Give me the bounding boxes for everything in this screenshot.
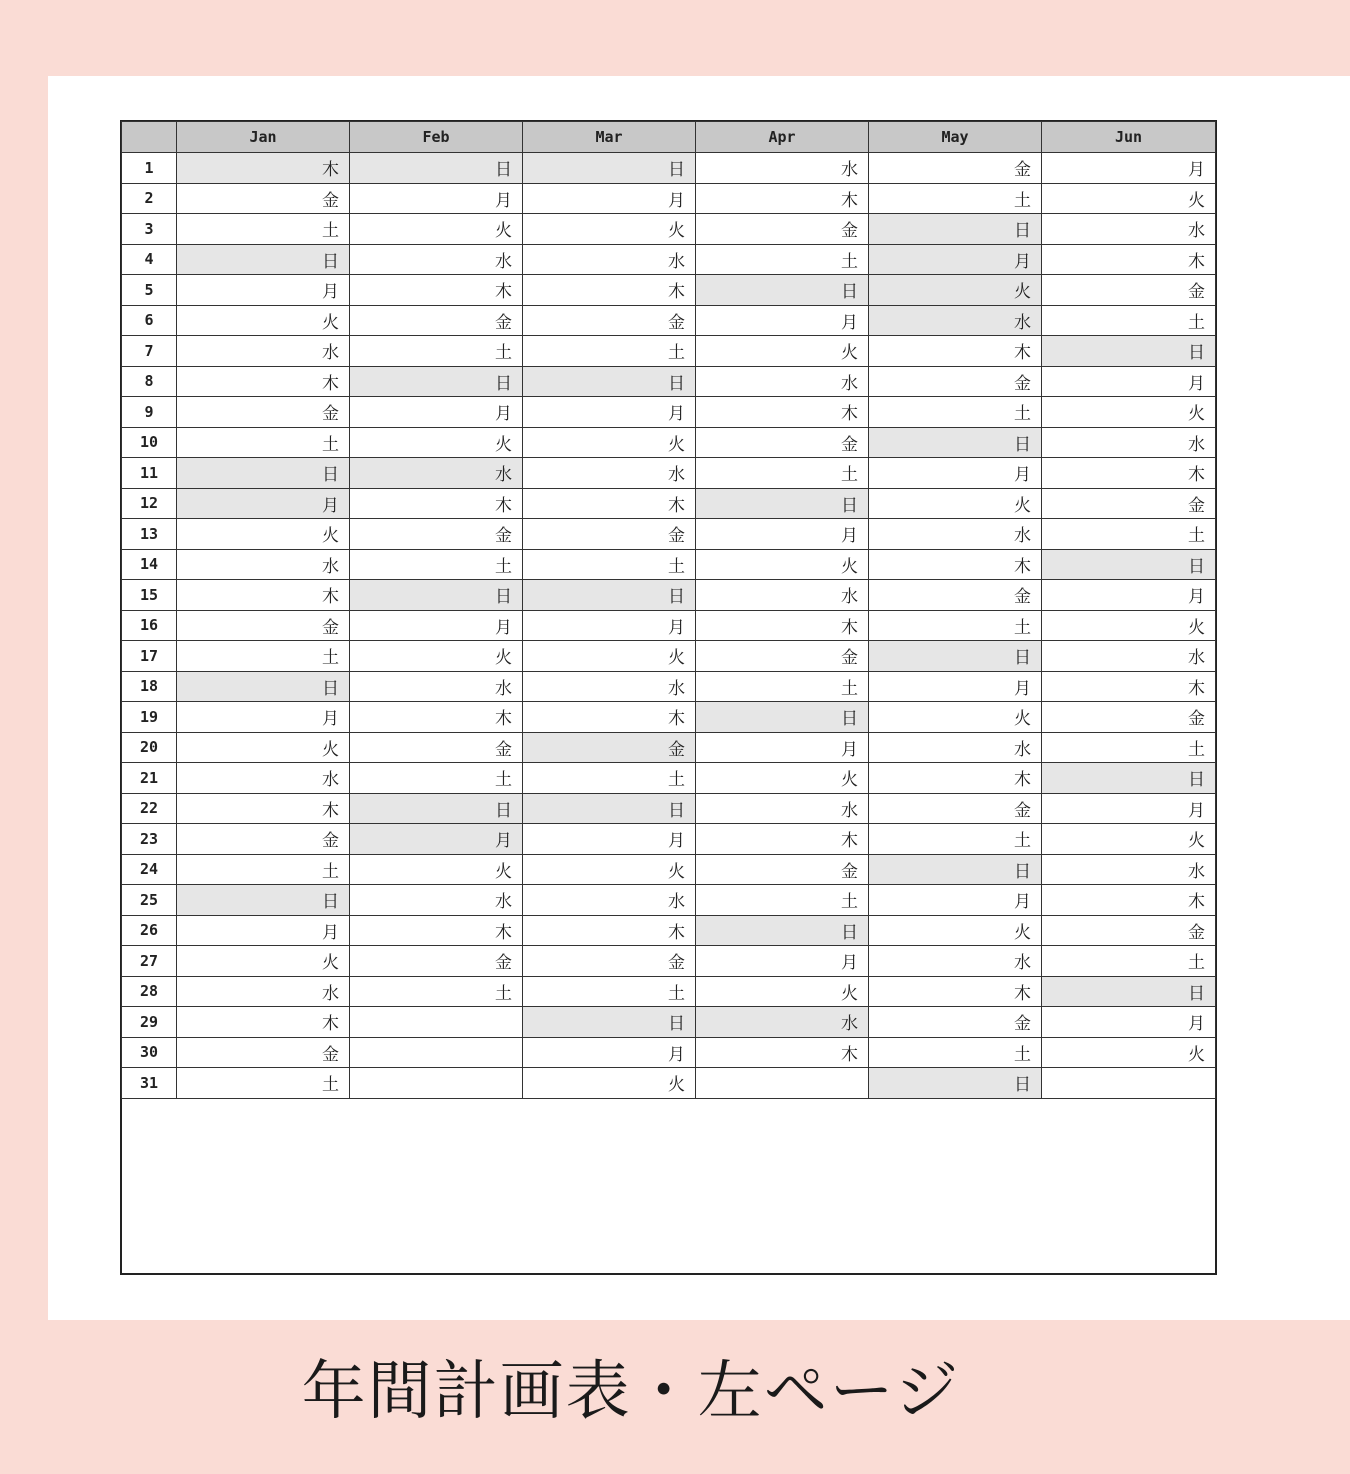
table-row [122, 610, 1216, 641]
weekday-cell[interactable]: 水 [177, 763, 350, 794]
table-row [122, 153, 1216, 184]
weekday-cell[interactable]: 日 [869, 1068, 1042, 1099]
table-row [122, 1068, 1216, 1099]
weekday-cell[interactable]: 木 [523, 488, 696, 519]
weekday-cell[interactable]: 月 [350, 824, 523, 855]
weekday-cell[interactable]: 月 [523, 1037, 696, 1068]
weekday-cell[interactable]: 日 [1042, 976, 1216, 1007]
weekday-cell[interactable]: 金 [1042, 915, 1216, 946]
weekday-cell[interactable]: 日 [177, 244, 350, 275]
day-number: 30 [122, 1037, 177, 1068]
weekday-cell[interactable]: 木 [869, 976, 1042, 1007]
weekday-cell[interactable]: 月 [869, 671, 1042, 702]
weekday-cell[interactable]: 水 [1042, 641, 1216, 672]
weekday-cell[interactable]: 水 [523, 671, 696, 702]
weekday-cell[interactable]: 木 [1042, 885, 1216, 916]
weekday-cell[interactable]: 日 [696, 275, 869, 306]
weekday-cell[interactable]: 火 [1042, 183, 1216, 214]
table-row [122, 336, 1216, 367]
weekday-cell[interactable]: 木 [350, 488, 523, 519]
weekday-cell[interactable]: 水 [1042, 427, 1216, 458]
weekday-cell[interactable]: 土 [177, 641, 350, 672]
weekday-cell[interactable]: 日 [869, 214, 1042, 245]
day-number: 2 [122, 183, 177, 214]
weekday-cell[interactable]: 日 [1042, 763, 1216, 794]
day-number: 8 [122, 366, 177, 397]
table-row [122, 702, 1216, 733]
weekday-cell[interactable]: 火 [523, 1068, 696, 1099]
weekday-cell[interactable]: 金 [523, 946, 696, 977]
table-row [122, 458, 1216, 489]
weekday-cell[interactable]: 金 [523, 732, 696, 763]
weekday-cell[interactable]: 金 [523, 305, 696, 336]
weekday-cell[interactable]: 日 [869, 427, 1042, 458]
weekday-cell[interactable]: 木 [350, 702, 523, 733]
day-number: 7 [122, 336, 177, 367]
weekday-cell[interactable]: 水 [350, 458, 523, 489]
day-number: 1 [122, 153, 177, 184]
weekday-cell[interactable]: 水 [350, 244, 523, 275]
weekday-cell[interactable]: 土 [696, 885, 869, 916]
weekday-cell[interactable]: 火 [869, 488, 1042, 519]
weekday-cell[interactable]: 日 [523, 1007, 696, 1038]
weekday-cell[interactable]: 木 [523, 915, 696, 946]
weekday-cell[interactable]: 月 [696, 732, 869, 763]
weekday-cell[interactable]: 月 [523, 824, 696, 855]
month-header: Mar [523, 122, 696, 153]
weekday-cell[interactable]: 木 [177, 793, 350, 824]
table-row [122, 305, 1216, 336]
table-row [122, 275, 1216, 306]
weekday-cell[interactable]: 月 [1042, 580, 1216, 611]
weekday-cell[interactable]: 日 [696, 488, 869, 519]
table-row [122, 366, 1216, 397]
weekday-cell[interactable]: 日 [1042, 549, 1216, 580]
weekday-cell[interactable]: 日 [869, 641, 1042, 672]
weekday-cell[interactable]: 月 [1042, 153, 1216, 184]
weekday-cell[interactable]: 火 [1042, 824, 1216, 855]
weekday-cell[interactable]: 水 [350, 885, 523, 916]
day-number: 12 [122, 488, 177, 519]
weekday-cell[interactable]: 土 [696, 244, 869, 275]
header-row [122, 122, 1216, 153]
weekday-cell[interactable]: 土 [696, 671, 869, 702]
weekday-cell[interactable]: 月 [177, 275, 350, 306]
weekday-cell[interactable]: 金 [350, 519, 523, 550]
day-number: 14 [122, 549, 177, 580]
weekday-cell[interactable]: 金 [523, 519, 696, 550]
weekday-cell[interactable]: 土 [350, 549, 523, 580]
weekday-cell[interactable]: 金 [869, 1007, 1042, 1038]
day-number: 10 [122, 427, 177, 458]
table-row [122, 519, 1216, 550]
weekday-cell[interactable] [696, 1068, 869, 1099]
weekday-cell[interactable]: 木 [869, 763, 1042, 794]
weekday-cell[interactable]: 火 [177, 305, 350, 336]
weekday-cell[interactable]: 月 [1042, 366, 1216, 397]
weekday-cell[interactable]: 月 [350, 183, 523, 214]
weekday-cell[interactable]: 土 [696, 458, 869, 489]
weekday-cell[interactable]: 月 [1042, 1007, 1216, 1038]
weekday-cell[interactable]: 水 [177, 549, 350, 580]
weekday-cell[interactable]: 金 [177, 397, 350, 428]
calendar-body [122, 153, 1216, 1099]
paper-sheet [48, 76, 1350, 1320]
weekday-cell[interactable]: 日 [350, 153, 523, 184]
weekday-cell[interactable]: 金 [869, 793, 1042, 824]
weekday-cell[interactable]: 日 [523, 580, 696, 611]
weekday-cell[interactable]: 土 [177, 427, 350, 458]
day-number: 18 [122, 671, 177, 702]
weekday-cell[interactable]: 土 [523, 549, 696, 580]
weekday-cell[interactable]: 土 [350, 763, 523, 794]
weekday-cell[interactable]: 木 [350, 275, 523, 306]
weekday-cell[interactable]: 月 [1042, 793, 1216, 824]
weekday-cell[interactable]: 火 [350, 427, 523, 458]
weekday-cell[interactable]: 月 [696, 946, 869, 977]
month-header: May [869, 122, 1042, 153]
weekday-cell[interactable]: 木 [869, 336, 1042, 367]
weekday-cell[interactable]: 金 [696, 214, 869, 245]
weekday-cell[interactable]: 日 [523, 366, 696, 397]
weekday-cell[interactable]: 火 [350, 854, 523, 885]
weekday-cell[interactable]: 金 [869, 366, 1042, 397]
weekday-cell[interactable]: 火 [1042, 397, 1216, 428]
weekday-cell[interactable]: 火 [696, 763, 869, 794]
weekday-cell[interactable]: 火 [523, 427, 696, 458]
weekday-cell[interactable]: 土 [177, 854, 350, 885]
table-row [122, 214, 1216, 245]
weekday-cell[interactable]: 月 [869, 885, 1042, 916]
weekday-cell[interactable]: 土 [869, 610, 1042, 641]
day-number: 19 [122, 702, 177, 733]
weekday-cell[interactable]: 日 [523, 153, 696, 184]
weekday-cell[interactable]: 金 [177, 824, 350, 855]
weekday-cell[interactable]: 火 [523, 214, 696, 245]
weekday-cell[interactable]: 木 [696, 397, 869, 428]
weekday-cell[interactable]: 水 [696, 153, 869, 184]
weekday-cell[interactable]: 木 [696, 183, 869, 214]
weekday-cell[interactable]: 水 [696, 580, 869, 611]
weekday-cell[interactable]: 水 [523, 244, 696, 275]
weekday-cell[interactable]: 土 [523, 976, 696, 1007]
day-number: 21 [122, 763, 177, 794]
weekday-cell[interactable]: 水 [177, 336, 350, 367]
weekday-cell[interactable]: 木 [177, 580, 350, 611]
table-row [122, 580, 1216, 611]
weekday-cell[interactable]: 月 [177, 915, 350, 946]
weekday-cell[interactable]: 金 [350, 305, 523, 336]
day-number: 17 [122, 641, 177, 672]
weekday-cell[interactable]: 金 [350, 732, 523, 763]
weekday-cell[interactable]: 土 [1042, 732, 1216, 763]
weekday-cell[interactable]: 木 [696, 1037, 869, 1068]
weekday-cell[interactable]: 火 [696, 549, 869, 580]
weekday-cell[interactable]: 水 [869, 305, 1042, 336]
day-number: 29 [122, 1007, 177, 1038]
weekday-cell[interactable]: 土 [1042, 946, 1216, 977]
day-number: 16 [122, 610, 177, 641]
weekday-cell[interactable]: 金 [696, 854, 869, 885]
weekday-cell[interactable]: 水 [869, 946, 1042, 977]
table-row [122, 885, 1216, 916]
day-number: 23 [122, 824, 177, 855]
weekday-cell[interactable]: 木 [350, 915, 523, 946]
weekday-cell[interactable]: 水 [523, 885, 696, 916]
weekday-cell[interactable]: 土 [350, 976, 523, 1007]
weekday-cell[interactable]: 金 [869, 153, 1042, 184]
day-number: 15 [122, 580, 177, 611]
page-caption: 年間計画表・左ページ [301, 1355, 961, 1429]
day-number: 6 [122, 305, 177, 336]
weekday-cell[interactable]: 木 [696, 610, 869, 641]
weekday-cell[interactable]: 土 [869, 824, 1042, 855]
weekday-cell[interactable]: 月 [177, 488, 350, 519]
weekday-cell[interactable]: 日 [696, 915, 869, 946]
weekday-cell[interactable]: 月 [350, 397, 523, 428]
weekday-cell[interactable]: 月 [523, 610, 696, 641]
weekday-cell[interactable]: 木 [523, 702, 696, 733]
weekday-cell[interactable]: 土 [869, 183, 1042, 214]
weekday-cell[interactable]: 木 [1042, 671, 1216, 702]
weekday-cell[interactable]: 水 [696, 793, 869, 824]
weekday-cell[interactable] [1042, 1068, 1216, 1099]
day-number: 25 [122, 885, 177, 916]
table-row [122, 427, 1216, 458]
day-number: 9 [122, 397, 177, 428]
weekday-cell[interactable]: 月 [869, 244, 1042, 275]
header-corner [122, 122, 177, 153]
weekday-cell[interactable]: 土 [1042, 305, 1216, 336]
weekday-cell[interactable]: 水 [177, 976, 350, 1007]
weekday-cell[interactable]: 金 [177, 1037, 350, 1068]
weekday-cell[interactable]: 月 [696, 305, 869, 336]
weekday-cell[interactable]: 土 [523, 763, 696, 794]
weekday-cell[interactable]: 火 [350, 214, 523, 245]
weekday-cell[interactable]: 火 [869, 275, 1042, 306]
weekday-cell[interactable]: 火 [177, 519, 350, 550]
weekday-cell[interactable]: 土 [177, 1068, 350, 1099]
weekday-cell[interactable]: 金 [696, 427, 869, 458]
weekday-cell[interactable]: 日 [177, 885, 350, 916]
day-number: 26 [122, 915, 177, 946]
day-number: 3 [122, 214, 177, 245]
table-row [122, 488, 1216, 519]
weekday-cell[interactable]: 木 [177, 1007, 350, 1038]
weekday-cell[interactable]: 日 [350, 366, 523, 397]
weekday-cell[interactable]: 土 [523, 336, 696, 367]
weekday-cell[interactable]: 月 [350, 610, 523, 641]
weekday-cell[interactable]: 日 [869, 854, 1042, 885]
weekday-cell[interactable]: 日 [696, 702, 869, 733]
weekday-cell[interactable]: 金 [350, 946, 523, 977]
weekday-cell[interactable]: 金 [869, 580, 1042, 611]
weekday-cell[interactable]: 日 [350, 793, 523, 824]
table-row [122, 641, 1216, 672]
day-number: 5 [122, 275, 177, 306]
table-row [122, 732, 1216, 763]
weekday-cell[interactable]: 日 [350, 580, 523, 611]
weekday-cell[interactable]: 火 [696, 976, 869, 1007]
table-row [122, 824, 1216, 855]
day-number: 11 [122, 458, 177, 489]
table-row [122, 549, 1216, 580]
weekday-cell[interactable] [350, 1037, 523, 1068]
weekday-cell[interactable]: 金 [1042, 702, 1216, 733]
weekday-cell[interactable]: 土 [1042, 519, 1216, 550]
annual-calendar-table [121, 121, 1216, 1099]
weekday-cell[interactable] [350, 1007, 523, 1038]
day-number: 27 [122, 946, 177, 977]
weekday-cell[interactable]: 水 [523, 458, 696, 489]
day-number: 28 [122, 976, 177, 1007]
day-number: 31 [122, 1068, 177, 1099]
table-row [122, 1037, 1216, 1068]
weekday-cell[interactable]: 水 [869, 519, 1042, 550]
table-row [122, 671, 1216, 702]
weekday-cell[interactable]: 水 [696, 1007, 869, 1038]
table-row [122, 946, 1216, 977]
weekday-cell[interactable]: 火 [1042, 610, 1216, 641]
day-number: 4 [122, 244, 177, 275]
table-row [122, 976, 1216, 1007]
weekday-cell[interactable]: 木 [177, 153, 350, 184]
weekday-cell[interactable]: 火 [523, 641, 696, 672]
day-number: 20 [122, 732, 177, 763]
month-header: Feb [350, 122, 523, 153]
weekday-cell[interactable]: 金 [177, 610, 350, 641]
table-row [122, 763, 1216, 794]
table-row [122, 1007, 1216, 1038]
calendar-frame [120, 120, 1217, 1275]
weekday-cell[interactable]: 火 [1042, 1037, 1216, 1068]
weekday-cell[interactable]: 水 [869, 732, 1042, 763]
weekday-cell[interactable]: 日 [1042, 336, 1216, 367]
table-row [122, 397, 1216, 428]
table-row [122, 854, 1216, 885]
weekday-cell[interactable]: 日 [177, 458, 350, 489]
weekday-cell[interactable]: 水 [1042, 214, 1216, 245]
weekday-cell[interactable]: 月 [523, 183, 696, 214]
weekday-cell[interactable]: 木 [1042, 244, 1216, 275]
weekday-cell[interactable]: 月 [696, 519, 869, 550]
weekday-cell[interactable]: 金 [1042, 488, 1216, 519]
weekday-cell[interactable]: 月 [869, 458, 1042, 489]
month-header: Jan [177, 122, 350, 153]
weekday-cell[interactable]: 土 [177, 214, 350, 245]
weekday-cell[interactable]: 土 [350, 336, 523, 367]
weekday-cell[interactable]: 火 [523, 854, 696, 885]
weekday-cell[interactable]: 火 [177, 732, 350, 763]
weekday-cell[interactable] [350, 1068, 523, 1099]
weekday-cell[interactable]: 金 [177, 183, 350, 214]
table-row [122, 915, 1216, 946]
weekday-cell[interactable]: 土 [869, 397, 1042, 428]
weekday-cell[interactable]: 火 [177, 946, 350, 977]
weekday-cell[interactable]: 木 [523, 275, 696, 306]
table-row [122, 793, 1216, 824]
day-number: 24 [122, 854, 177, 885]
weekday-cell[interactable]: 火 [869, 915, 1042, 946]
table-row [122, 244, 1216, 275]
weekday-cell[interactable]: 土 [869, 1037, 1042, 1068]
weekday-cell[interactable]: 水 [696, 366, 869, 397]
weekday-cell[interactable]: 日 [523, 793, 696, 824]
weekday-cell[interactable]: 水 [1042, 854, 1216, 885]
weekday-cell[interactable]: 火 [350, 641, 523, 672]
day-number: 13 [122, 519, 177, 550]
weekday-cell[interactable]: 木 [696, 824, 869, 855]
weekday-cell[interactable]: 火 [696, 336, 869, 367]
weekday-cell[interactable]: 日 [177, 671, 350, 702]
weekday-cell[interactable]: 月 [177, 702, 350, 733]
weekday-cell[interactable]: 月 [523, 397, 696, 428]
month-header: Apr [696, 122, 869, 153]
weekday-cell[interactable]: 木 [177, 366, 350, 397]
weekday-cell[interactable]: 木 [869, 549, 1042, 580]
weekday-cell[interactable]: 水 [350, 671, 523, 702]
weekday-cell[interactable]: 金 [696, 641, 869, 672]
weekday-cell[interactable]: 金 [1042, 275, 1216, 306]
table-row [122, 183, 1216, 214]
month-header: Jun [1042, 122, 1216, 153]
weekday-cell[interactable]: 火 [869, 702, 1042, 733]
day-number: 22 [122, 793, 177, 824]
weekday-cell[interactable]: 木 [1042, 458, 1216, 489]
